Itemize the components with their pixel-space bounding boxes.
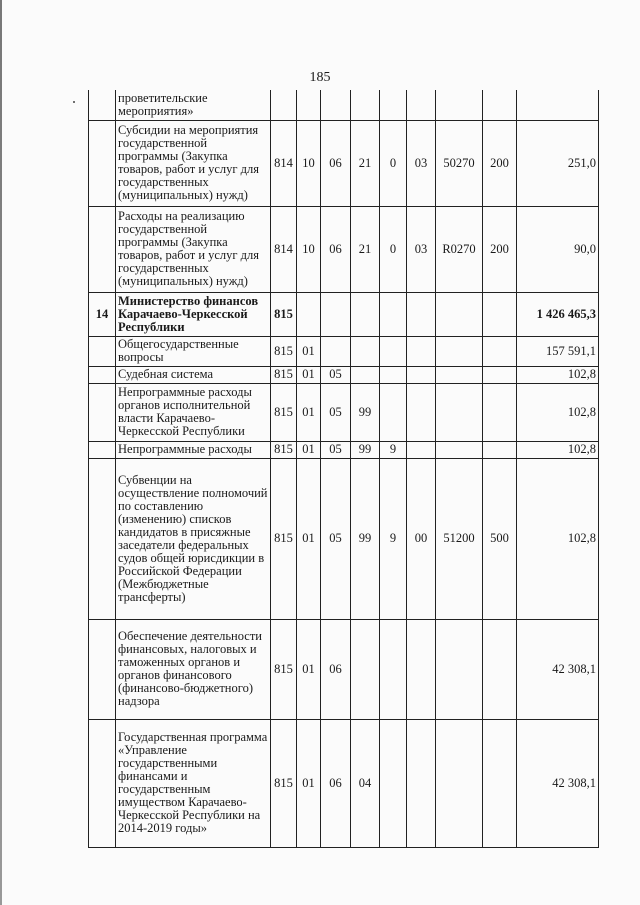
main-event-code-cell xyxy=(407,719,436,847)
section-code-cell: 01 xyxy=(297,441,321,458)
article-name-cell: Министерство финансов Карачаево-Черкесской Республики xyxy=(116,292,271,336)
main-event-code-cell xyxy=(407,441,436,458)
row-number-cell xyxy=(89,90,116,120)
table-row xyxy=(89,90,599,120)
section-code-cell xyxy=(297,292,321,336)
expense-type-cell xyxy=(483,292,517,336)
amount-cell: 102,8 xyxy=(517,441,599,458)
section-code-cell xyxy=(297,90,321,120)
row-number-cell xyxy=(89,719,116,847)
article-name-cell: Непрограммные расходы xyxy=(116,441,271,458)
subsection-code-cell: 05 xyxy=(321,383,351,441)
table-row xyxy=(89,206,599,292)
table-row xyxy=(89,383,599,441)
subprogram-code-cell: 9 xyxy=(380,458,407,619)
direction-code-cell xyxy=(436,90,483,120)
section-code-cell: 01 xyxy=(297,336,321,366)
program-code-cell xyxy=(351,366,380,383)
row-number-cell xyxy=(89,441,116,458)
amount-cell: 251,0 xyxy=(517,120,599,206)
ministry-code-cell: 815 xyxy=(271,292,297,336)
subprogram-code-cell xyxy=(380,292,407,336)
ministry-code-cell: 815 xyxy=(271,719,297,847)
table-row xyxy=(89,336,599,366)
section-code-cell: 01 xyxy=(297,383,321,441)
main-event-code-cell: 03 xyxy=(407,206,436,292)
table-row xyxy=(89,366,599,383)
program-code-cell: 04 xyxy=(351,719,380,847)
section-code-cell: 10 xyxy=(297,120,321,206)
main-event-code-cell xyxy=(407,366,436,383)
main-event-code-cell xyxy=(407,90,436,120)
article-name-cell: Обеспечение деятельности финансовых, налоговых и таможенных органов и органов финансового (финансово-бюджетного) надзора xyxy=(116,619,271,719)
subprogram-code-cell xyxy=(380,719,407,847)
scan-speck xyxy=(73,101,75,103)
direction-code-cell xyxy=(436,441,483,458)
table-row xyxy=(89,441,599,458)
direction-code-cell: 51200 xyxy=(436,458,483,619)
amount-cell: 102,8 xyxy=(517,366,599,383)
section-code-cell: 01 xyxy=(297,458,321,619)
expense-type-cell xyxy=(483,719,517,847)
main-event-code-cell xyxy=(407,383,436,441)
section-code-cell: 01 xyxy=(297,619,321,719)
program-code-cell xyxy=(351,619,380,719)
table-row xyxy=(89,458,599,619)
program-code-cell: 99 xyxy=(351,458,380,619)
direction-code-cell: 50270 xyxy=(436,120,483,206)
budget-table xyxy=(88,90,599,848)
ministry-code-cell xyxy=(271,90,297,120)
expense-type-cell xyxy=(483,366,517,383)
article-name-cell: проветительские мероприятия» xyxy=(116,90,271,120)
direction-code-cell xyxy=(436,336,483,366)
expense-type-cell: 500 xyxy=(483,458,517,619)
table-row xyxy=(89,120,599,206)
amount-cell: 102,8 xyxy=(517,458,599,619)
program-code-cell xyxy=(351,336,380,366)
expense-type-cell xyxy=(483,90,517,120)
subsection-code-cell: 06 xyxy=(321,206,351,292)
table-row xyxy=(89,619,599,719)
ministry-code-cell: 815 xyxy=(271,336,297,366)
direction-code-cell xyxy=(436,292,483,336)
expense-type-cell xyxy=(483,441,517,458)
subsection-code-cell: 05 xyxy=(321,441,351,458)
ministry-code-cell: 815 xyxy=(271,619,297,719)
article-name-cell: Расходы на реализацию государственной программы (Закупка товаров, работ и услуг для государственных (муниципальных) нужд) xyxy=(116,206,271,292)
ministry-code-cell: 815 xyxy=(271,366,297,383)
expense-type-cell: 200 xyxy=(483,206,517,292)
subsection-code-cell: 05 xyxy=(321,458,351,619)
main-event-code-cell xyxy=(407,619,436,719)
amount-cell: 1 426 465,3 xyxy=(517,292,599,336)
program-code-cell: 21 xyxy=(351,206,380,292)
program-code-cell: 21 xyxy=(351,120,380,206)
article-name-cell: Государственная программа «Управление государственными финансами и государственным имуществом Карачаево-Черкесской Республики на 2014-2019 годы» xyxy=(116,719,271,847)
expense-type-cell xyxy=(483,336,517,366)
article-name-cell: Субсидии на мероприятия государственной программы (Закупка товаров, работ и услуг для государственных (муниципальных) нужд) xyxy=(116,120,271,206)
row-number-cell xyxy=(89,206,116,292)
amount-cell: 157 591,1 xyxy=(517,336,599,366)
section-code-cell: 01 xyxy=(297,366,321,383)
direction-code-cell xyxy=(436,383,483,441)
subprogram-code-cell xyxy=(380,619,407,719)
direction-code-cell xyxy=(436,366,483,383)
expense-type-cell xyxy=(483,619,517,719)
expense-type-cell: 200 xyxy=(483,120,517,206)
amount-cell xyxy=(517,90,599,120)
program-code-cell xyxy=(351,90,380,120)
subsection-code-cell xyxy=(321,292,351,336)
main-event-code-cell xyxy=(407,336,436,366)
row-number-cell xyxy=(89,458,116,619)
ministry-code-cell: 814 xyxy=(271,206,297,292)
program-code-cell: 99 xyxy=(351,383,380,441)
subprogram-code-cell: 0 xyxy=(380,120,407,206)
main-event-code-cell: 03 xyxy=(407,120,436,206)
section-code-cell: 10 xyxy=(297,206,321,292)
amount-cell: 90,0 xyxy=(517,206,599,292)
article-name-cell: Непрограммные расходы органов исполнительной власти Карачаево-Черкесской Республики xyxy=(116,383,271,441)
article-name-cell: Общегосударственные вопросы xyxy=(116,336,271,366)
page-number: 185 xyxy=(309,70,331,85)
table-body xyxy=(89,90,599,847)
table-row xyxy=(89,719,599,847)
row-number-cell xyxy=(89,619,116,719)
subsection-code-cell: 06 xyxy=(321,120,351,206)
main-event-code-cell xyxy=(407,292,436,336)
subprogram-code-cell xyxy=(380,366,407,383)
direction-code-cell xyxy=(436,619,483,719)
program-code-cell: 99 xyxy=(351,441,380,458)
subprogram-code-cell: 9 xyxy=(380,441,407,458)
section-code-cell: 01 xyxy=(297,719,321,847)
subsection-code-cell: 05 xyxy=(321,366,351,383)
main-event-code-cell: 00 xyxy=(407,458,436,619)
page-edge xyxy=(0,0,2,905)
subsection-code-cell xyxy=(321,336,351,366)
row-number-cell: 14 xyxy=(89,292,116,336)
article-name-cell: Субвенции на осуществление полномочий по составлению (изменению) списков кандидатов в присяжные заседатели федеральных судов общей юрисдикции в Российской Федерации (Межбюджетные трансферты) xyxy=(116,458,271,619)
program-code-cell xyxy=(351,292,380,336)
expense-type-cell xyxy=(483,383,517,441)
row-number-cell xyxy=(89,366,116,383)
subsection-code-cell: 06 xyxy=(321,719,351,847)
table-row xyxy=(89,292,599,336)
ministry-code-cell: 815 xyxy=(271,458,297,619)
amount-cell: 102,8 xyxy=(517,383,599,441)
ministry-code-cell: 815 xyxy=(271,383,297,441)
direction-code-cell: R0270 xyxy=(436,206,483,292)
subsection-code-cell: 06 xyxy=(321,619,351,719)
amount-cell: 42 308,1 xyxy=(517,719,599,847)
ministry-code-cell: 814 xyxy=(271,120,297,206)
ministry-code-cell: 815 xyxy=(271,441,297,458)
amount-cell: 42 308,1 xyxy=(517,619,599,719)
subprogram-code-cell xyxy=(380,383,407,441)
row-number-cell xyxy=(89,383,116,441)
subsection-code-cell xyxy=(321,90,351,120)
article-name-cell: Судебная система xyxy=(116,366,271,383)
row-number-cell xyxy=(89,120,116,206)
subprogram-code-cell xyxy=(380,90,407,120)
subprogram-code-cell xyxy=(380,336,407,366)
direction-code-cell xyxy=(436,719,483,847)
subprogram-code-cell: 0 xyxy=(380,206,407,292)
row-number-cell xyxy=(89,336,116,366)
